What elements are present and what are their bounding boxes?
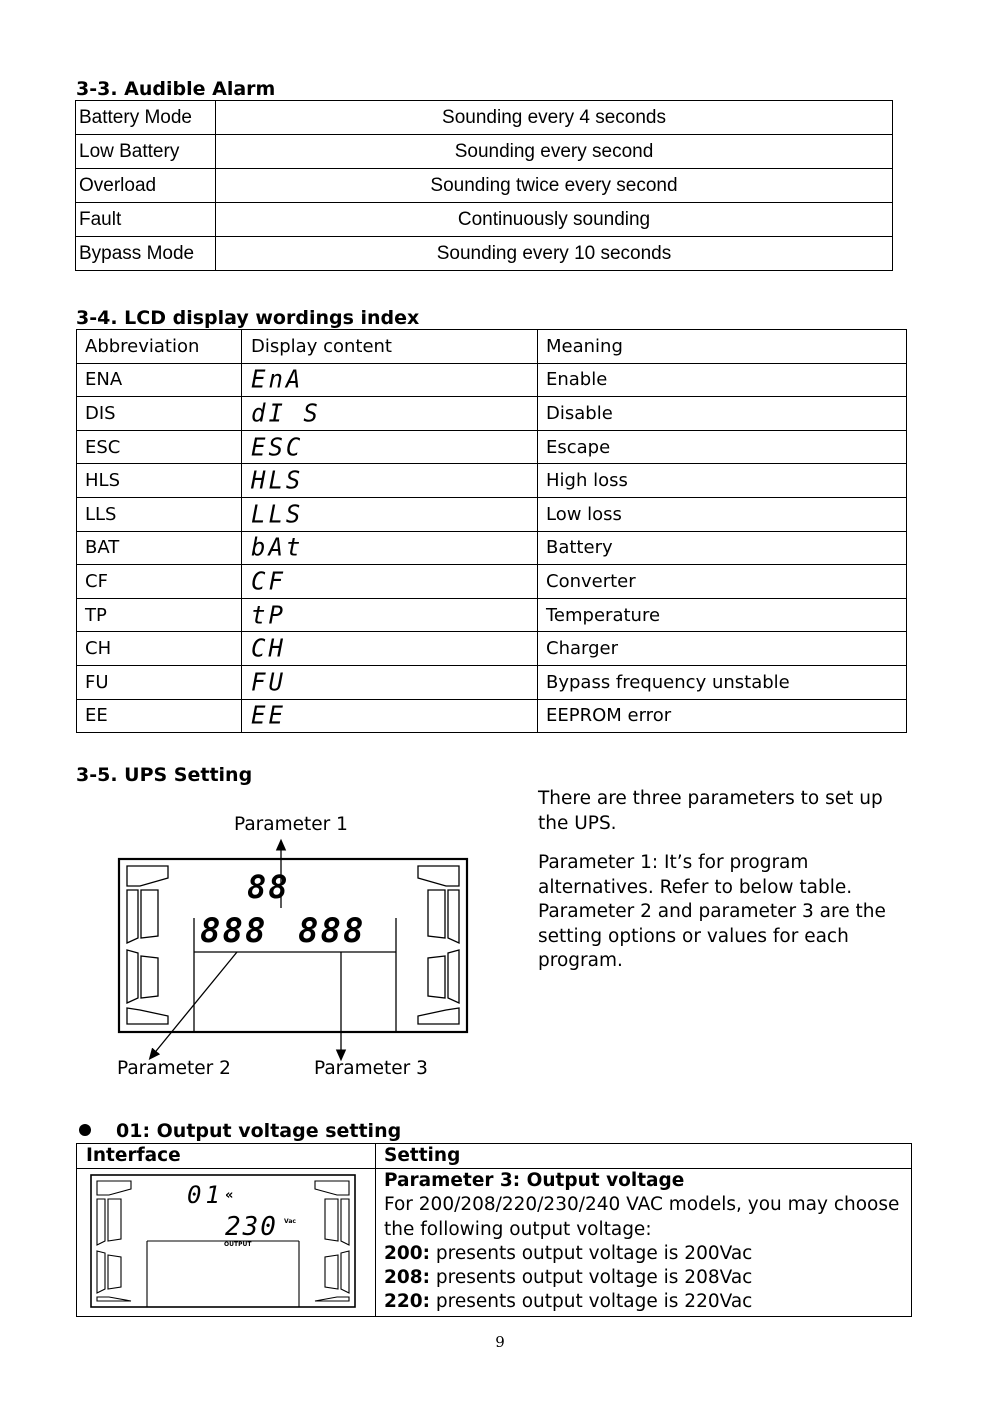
table-row [77, 598, 907, 632]
segment-display-text: ESC [251, 431, 304, 462]
meaning: Bypass frequency unstable [538, 665, 907, 699]
alarm-section-title: 3-3. Audible Alarm [76, 78, 276, 100]
alarm-sound: Sounding every second [216, 135, 893, 169]
meaning: Battery [538, 531, 907, 565]
column-header: Abbreviation [77, 330, 242, 364]
ups-setting-paragraph-2: Parameter 1: It’s for program alternatives. Refer to below table. Parameter 2 and parameter 3 are the setting options or values for each program. [538, 852, 886, 971]
column-header: Display content [242, 330, 538, 364]
segment-display-text: bAt [251, 532, 304, 563]
table-row [77, 699, 907, 733]
alarm-mode: Low Battery [76, 135, 216, 169]
table-row [76, 203, 893, 237]
table-row [77, 430, 907, 464]
meaning: Escape [538, 430, 907, 464]
ups-setting-paragraph-1: There are three parameters to set up the UPS. [538, 788, 883, 834]
display-content [242, 531, 538, 565]
table-row [77, 464, 907, 498]
alarm-sound: Sounding every 4 seconds [216, 101, 893, 135]
lcd-output-value: 230 [225, 1212, 278, 1242]
option-text: presents output voltage is 208Vac [430, 1267, 753, 1289]
meaning: Enable [538, 363, 907, 397]
meaning: High loss [538, 464, 907, 498]
segment-display-text: tP [251, 599, 286, 630]
table-row [77, 632, 907, 666]
lcd-wordings-table [76, 329, 907, 733]
option-text: presents output voltage is 220Vac [430, 1291, 753, 1313]
list-item [384, 1242, 911, 1266]
abbreviation: TP [77, 598, 242, 632]
table-header-row [77, 1144, 912, 1169]
output-voltage-title: 01: Output voltage setting [116, 1120, 402, 1142]
table-row [76, 237, 893, 271]
display-content [242, 699, 538, 733]
parameter-2-label: Parameter 2 [117, 1058, 231, 1079]
page-number: 9 [495, 1333, 505, 1351]
meaning: Low loss [538, 497, 907, 531]
alarm-mode: Fault [76, 203, 216, 237]
alarm-mode: Overload [76, 169, 216, 203]
ups-section-title: 3-5. UPS Setting [76, 764, 253, 786]
segment-display-text: EE [251, 700, 286, 731]
parameter-3-label: Parameter 3 [314, 1058, 428, 1079]
option-key: 200: [384, 1242, 431, 1264]
meaning: EEPROM error [538, 699, 907, 733]
abbreviation: HLS [77, 464, 242, 498]
display-content [242, 665, 538, 699]
alarm-sound: Sounding twice every second [216, 169, 893, 203]
abbreviation: LLS [77, 497, 242, 531]
lcd-program-digits: 01 [187, 1181, 224, 1209]
column-header-setting: Setting [376, 1144, 912, 1169]
segment-display-text: EnA [251, 364, 304, 395]
setting-cell [376, 1169, 912, 1317]
parameter-1-label: Parameter 1 [234, 814, 348, 835]
abbreviation: ENA [77, 363, 242, 397]
table-header-row [77, 330, 907, 364]
lcd-left-digits: 888 [200, 911, 268, 951]
list-item [384, 1290, 911, 1314]
table-row [76, 169, 893, 203]
setting-intro: For 200/208/220/230/240 VAC models, you may choose the following output voltage: [384, 1194, 900, 1240]
lcd-right-digits: 888 [298, 911, 366, 951]
abbreviation: FU [77, 665, 242, 699]
abbreviation: BAT [77, 531, 242, 565]
setting-title: Parameter 3: Output voltage [384, 1170, 685, 1191]
table-row [77, 665, 907, 699]
meaning: Disable [538, 397, 907, 431]
lcd-output-label: OUTPUT [224, 1241, 252, 1248]
lcd-section-title: 3-4. LCD display wordings index [76, 307, 420, 329]
display-content [242, 598, 538, 632]
output-voltage-table [76, 1143, 912, 1317]
table-row [77, 397, 907, 431]
alarm-sound: Continuously sounding [216, 203, 893, 237]
meaning: Temperature [538, 598, 907, 632]
display-content [242, 430, 538, 464]
table-row [77, 497, 907, 531]
output-voltage-lcd [87, 1171, 359, 1311]
bullet-dot [79, 1124, 91, 1136]
segment-display-text: CH [251, 633, 286, 663]
option-text: presents output voltage is 200Vac [430, 1242, 753, 1264]
lcd-parameter-diagram [110, 838, 480, 1063]
chevron-left-icon: « [225, 1188, 234, 1203]
table-row [77, 531, 907, 565]
lcd-top-digits: 88 [247, 868, 290, 906]
column-header: Meaning [538, 330, 907, 364]
alarm-sound: Sounding every 10 seconds [216, 237, 893, 271]
abbreviation: ESC [77, 430, 242, 464]
option-key: 208: [384, 1267, 431, 1289]
abbreviation: DIS [77, 397, 242, 431]
abbreviation: EE [77, 699, 242, 733]
display-content [242, 565, 538, 599]
table-row [76, 101, 893, 135]
table-row [77, 565, 907, 599]
meaning: Charger [538, 632, 907, 666]
display-content [242, 632, 538, 666]
alarm-mode: Battery Mode [76, 101, 216, 135]
interface-cell [77, 1169, 376, 1317]
abbreviation: CH [77, 632, 242, 666]
segment-display-text: CF [251, 566, 286, 596]
display-content [242, 464, 538, 498]
meaning: Converter [538, 565, 907, 599]
segment-display-text: HLS [251, 465, 304, 495]
display-content [242, 397, 538, 431]
segment-display-text: FU [251, 667, 286, 697]
table-row [77, 363, 907, 397]
list-item [384, 1266, 911, 1290]
column-header-interface: Interface [77, 1144, 376, 1169]
option-key: 220: [384, 1291, 431, 1313]
table-row [76, 135, 893, 169]
segment-display-text: LLS [251, 499, 304, 529]
lcd-unit: Vac [284, 1218, 296, 1225]
display-content [242, 363, 538, 397]
table-row [77, 1169, 912, 1317]
abbreviation: CF [77, 565, 242, 599]
segment-display-text: dI S [251, 398, 321, 428]
display-content [242, 497, 538, 531]
audible-alarm-table [75, 100, 893, 271]
alarm-mode: Bypass Mode [76, 237, 216, 271]
